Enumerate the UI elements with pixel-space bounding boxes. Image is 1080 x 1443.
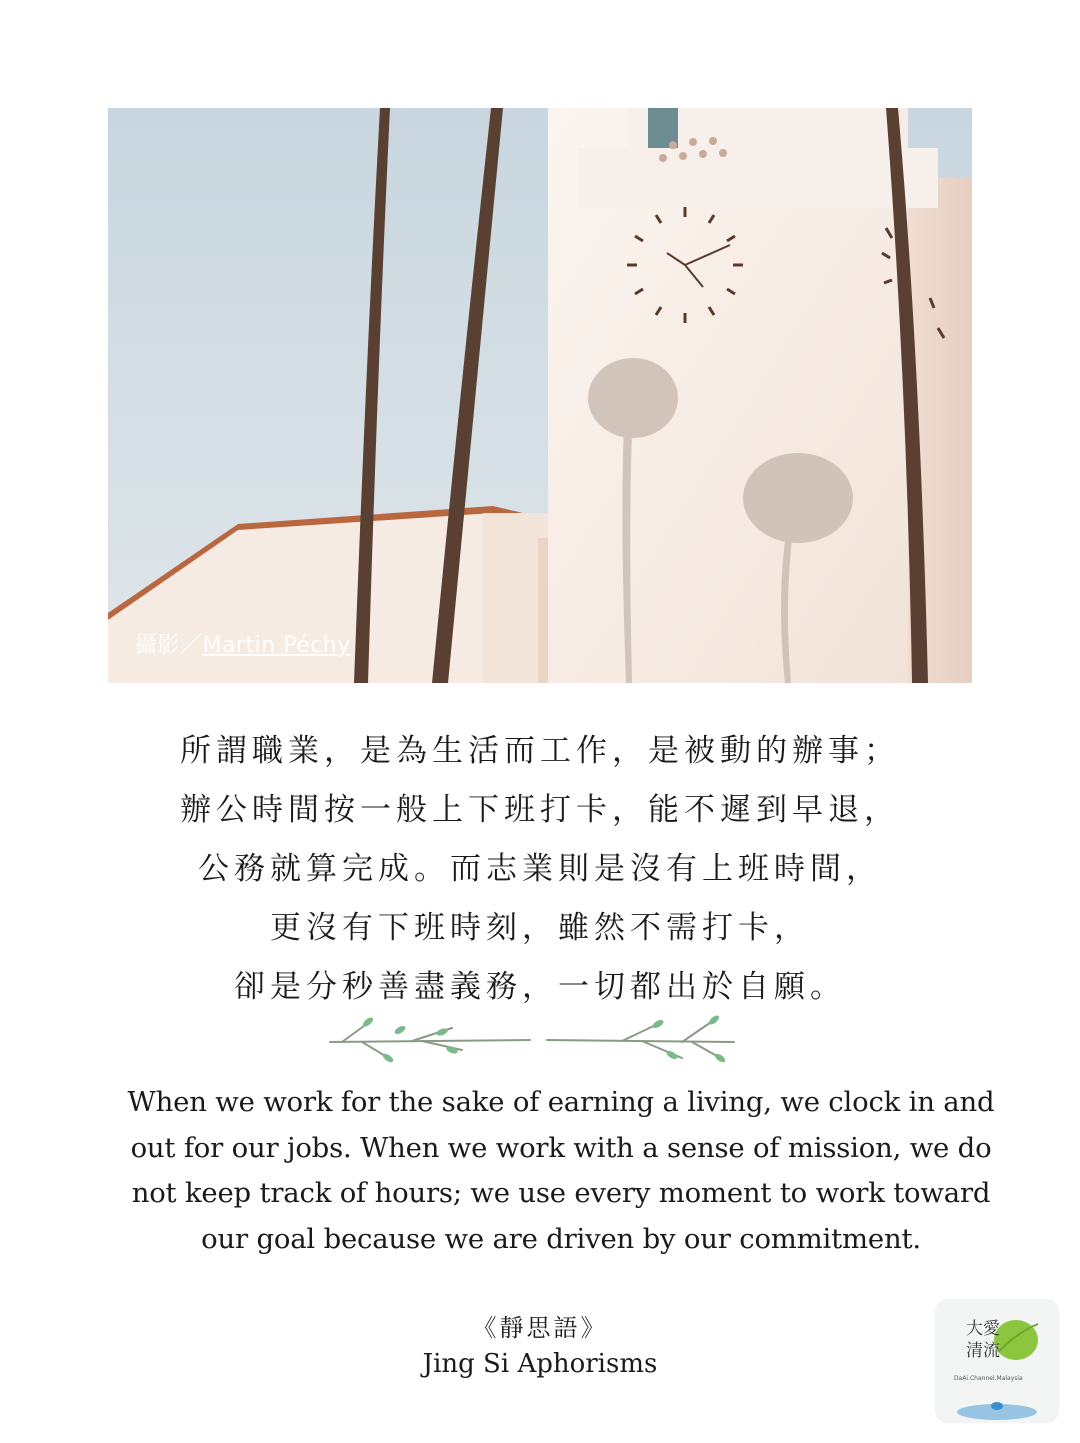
leaf-divider	[322, 1010, 742, 1076]
clock-tower-photo	[108, 108, 972, 683]
source-title-chinese: 《靜思語》	[472, 1314, 608, 1342]
quote-zh-line: 公務就算完成。而志業則是沒有上班時間，	[198, 851, 882, 887]
photo-credit	[135, 628, 351, 659]
quote-english	[80, 1080, 1042, 1262]
svg-text:DaAi.Channel.Malaysia: DaAi.Channel.Malaysia	[954, 1375, 1023, 1382]
photographer-link[interactable]: Martin Péchy	[202, 633, 351, 658]
quote-zh-line: 所謂職業，是為生活而工作，是被動的辦事；	[180, 733, 900, 769]
source-title-english: Jing Si Aphorisms	[422, 1349, 658, 1379]
quote-en-line: our goal because we are driven by our commitment.	[201, 1222, 921, 1255]
quote-zh-line: 卻是分秒善盡義務，一切都出於自願。	[234, 969, 846, 1005]
header-photo	[108, 108, 972, 683]
quote-zh-line: 更沒有下班時刻，雖然不需打卡，	[270, 910, 810, 946]
quote-chinese	[0, 722, 1080, 1017]
svg-text:大愛: 大愛	[966, 1319, 1000, 1339]
svg-text:清流: 清流	[966, 1341, 1000, 1361]
quote-en-line: not keep track of hours; we use every moment to work toward	[131, 1177, 991, 1209]
branch-icon	[322, 1010, 742, 1076]
quote-zh-line: 辦公時間按一般上下班打卡，能不遲到早退，	[180, 792, 900, 828]
quote-en-line: out for our jobs. When we work with a sense of mission, we do	[130, 1131, 992, 1164]
photo-credit-label: 攝影／	[135, 633, 203, 658]
quote-en-line: When we work for the sake of earning a living, we clock in and	[127, 1086, 995, 1118]
leaf-logo-icon	[936, 1300, 1058, 1422]
daai-channel-logo	[936, 1300, 1058, 1422]
